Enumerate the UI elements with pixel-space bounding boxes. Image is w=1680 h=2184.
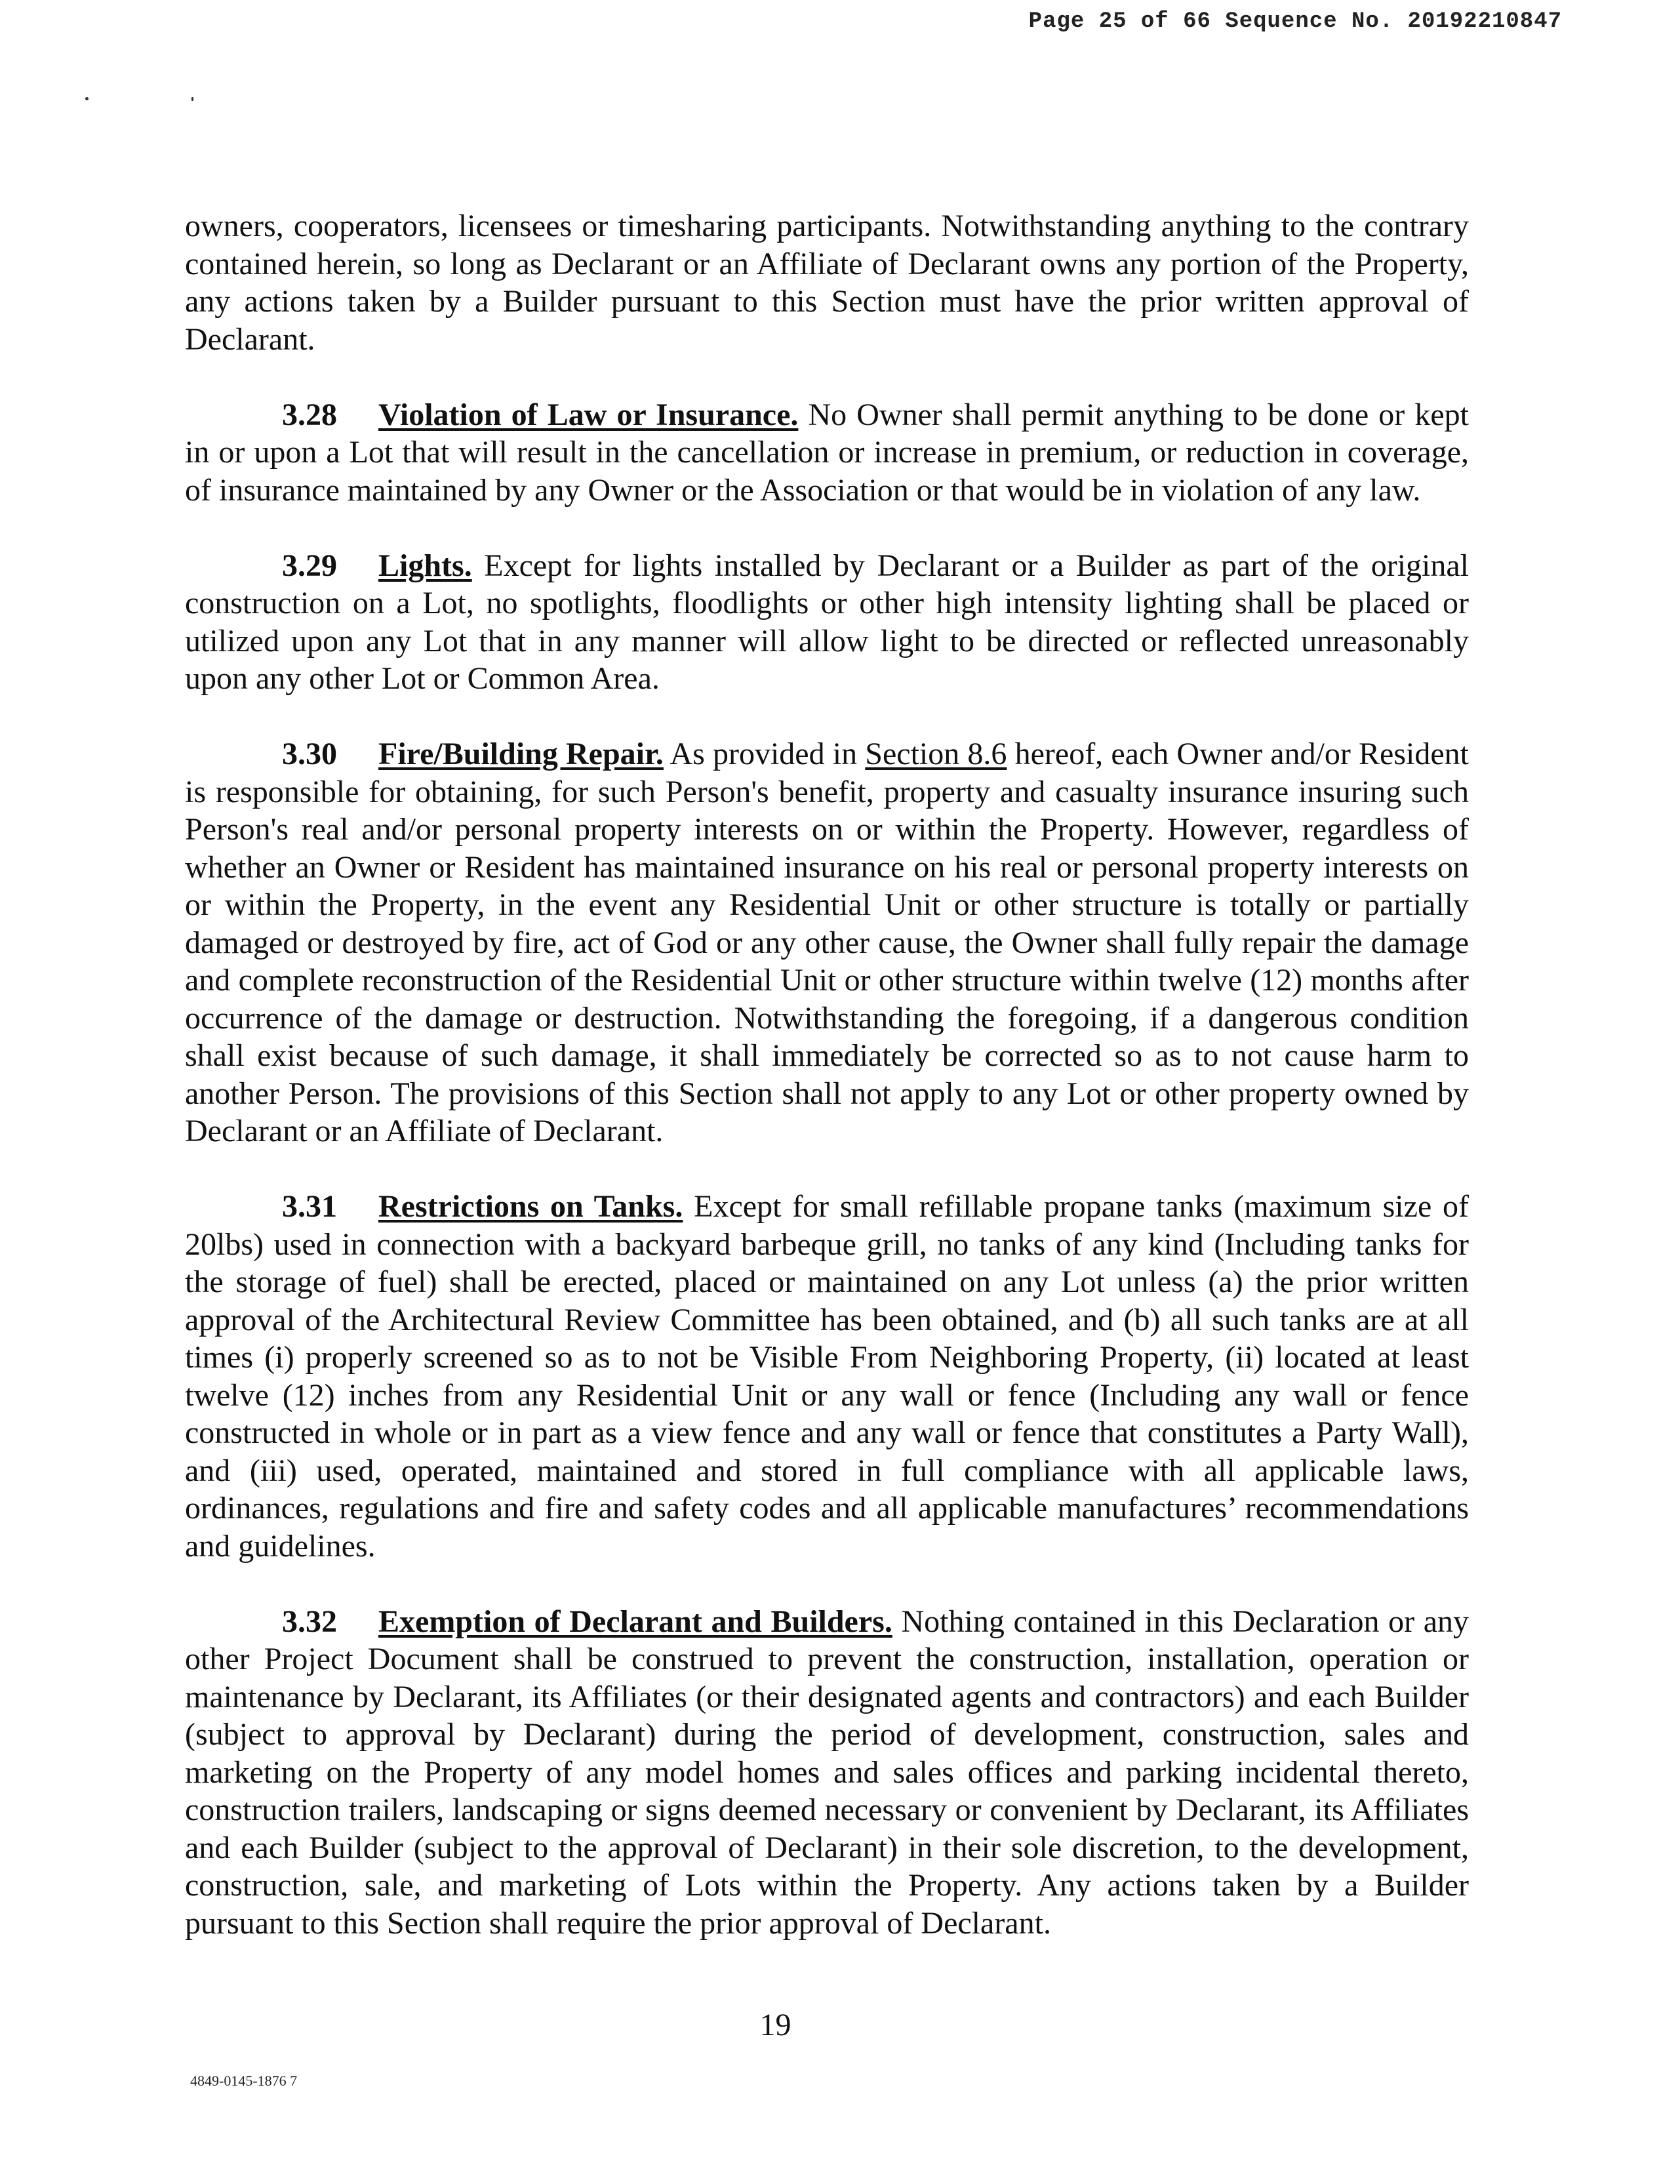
section-text: Except for small refillable propane tanks (maximum size of 20lbs) used in connection with a backyard barbeque grill, no tanks of any kind (Including tanks for the storage of fuel) shall be erected, placed or maintained on any Lot unless (a) the prior written approval of the Architectural Review Committee has been obtained, and (b) all such tanks are at all times (i) properly screened so as to not be Visible From Neighboring Property, (ii) located at least twelve (12) inches from any Residential Unit or any wall or fence (Including any wall or fence constructed in whole or in part as a view fence and any wall or fence that constitutes a Party Wall), and (iii) used, operated, maintained and stored in full compliance with all applicable laws, ordinances, regulations and fire and safety codes and all applicable manufactures’ recommendations and guidelines. [185,1189,1470,1564]
section-number: 3.30 [282,737,337,771]
section-3-31 [185,1188,1469,1565]
section-text: As provided in [663,737,866,771]
section-text-continued: hereof, each Owner and/or Resident is responsible for obtaining, for such Person's benefit, property and casualty insurance insuring such Person's real and/or personal property interests on or within the Property. However, regardless of whether an Owner or Resident has maintained insurance on his real or personal property interests on or within the Property, in the event any Residential Unit or other structure is totally or partially damaged or destroyed by fire, act of God or any other cause, the Owner shall fully repair the damage and complete reconstruction of the Residential Unit or other structure within twelve (12) months after occurrence of the damage or destruction. Notwithstanding the foregoing, if a dangerous condition shall exist because of such damage, it shall immediately be corrected so as to not cause harm to another Person. The provisions of this Section shall not apply to any Lot or other property owned by Declarant or an Affiliate of Declarant. [185,737,1469,1148]
section-number: 3.32 [282,1604,337,1639]
document-body [185,207,1469,1980]
section-title: Fire/Building Repair. [378,737,664,771]
section-3-30 [185,735,1469,1150]
section-3-29 [185,547,1469,698]
section-number: 3.31 [282,1189,337,1224]
section-title: Restrictions on Tanks. [378,1189,683,1224]
section-text: No Owner shall permit anything to be done or kept in or upon a Lot that will result in the cancellation or increase in premium, or reduction in coverage, of insurance maintained by any Owner or the Association or that would be in violation of any law. [185,397,1470,508]
intro-paragraph: owners, cooperators, licensees or timesharing participants. Notwithstanding anything to the contrary contained herein, so long as Declarant or an Affiliate of Declarant owns any portion of the Property, any actions taken by a Builder pursuant to this Section must have the prior written approval of Declarant. [185,209,1469,357]
section-3-32 [185,1603,1469,1943]
section-text: Nothing contained in this Declaration or any other Project Document shall be construed to prevent the construction, installation, operation or maintenance by Declarant, its Affiliates (or their designated agents and contractors) and each Builder (subject to approval by Declarant) during the period of development, construction, sales and marketing on the Property of any model homes and sales offices and parking incidental thereto, construction trailers, landscaping or signs deemed necessary or convenient by Declarant, its Affiliates and each Builder (subject to the approval of Declarant) in their sole discretion, to the development, construction, sale, and marketing of Lots within the Property. Any actions taken by a Builder pursuant to this Section shall require the prior approval of Declarant. [185,1604,1469,1941]
page-number: 19 [759,2008,791,2042]
document-id: 4849-0145-1876 7 [190,2073,298,2089]
scan-artifact [85,97,89,100]
section-title: Lights. [378,548,472,583]
section-text: Except for lights installed by Declarant or a Builder as part of the original construction on a Lot, no spotlights, floodlights or other high intensity lighting shall be placed or utilized upon any Lot that in any manner will allow light to be directed or reflected unreasonably upon any other Lot or Common Area. [185,548,1469,696]
page-sequence-header: Page 25 of 66 Sequence No. 20192210847 [1028,9,1562,34]
section-title: Violation of Law or Insurance. [378,397,799,432]
section-title: Exemption of Declarant and Builders. [378,1604,892,1639]
scan-artifact [191,97,193,101]
section-number: 3.29 [282,548,337,583]
section-number: 3.28 [282,397,337,432]
section-cross-reference-link[interactable]: Section 8.6 [865,737,1007,771]
section-3-28 [185,396,1469,510]
